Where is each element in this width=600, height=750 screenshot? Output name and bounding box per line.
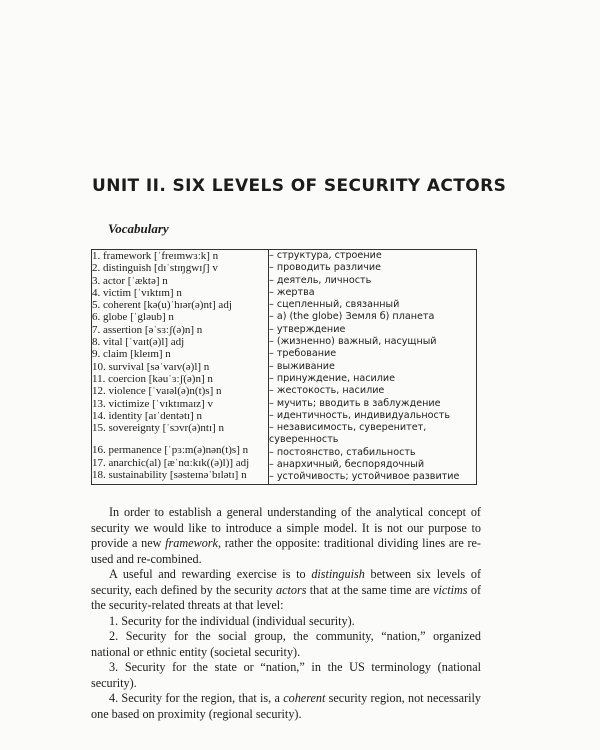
text-run: of the security-related threats at that level: [91,582,481,612]
text-run: security region, not necessarily one based on proximity (regional security). [91,691,481,721]
english-terms-column [92,250,269,485]
unit-title: UNIT II. SIX LEVELS OF SECURITY ACTORS [92,176,507,196]
vocab-term-emphasis: coherent [283,691,326,705]
vocab-term: 2. distinguish [dɪˈstɪŋgwɪʃ] v [92,262,218,275]
list-item-individual-security: 1. Security for the individual (individual security). [109,613,355,628]
vocab-term: 11. coercion [kəuˈɜːʃ(ə)n] n [92,372,213,385]
vocab-translation: – требование [269,348,337,360]
vocab-translation: – принуждение, насилие [269,372,396,384]
row-spacer [92,434,268,444]
vocab-term-emphasis: distinguish [311,567,365,581]
vocab-translation: – утверждение [269,323,346,335]
vocab-term: 5. coherent [kə(u)ˈhɪər(ə)nt] adj [92,299,232,312]
vocab-translation: – устойчивость; устойчивое развитие [269,471,460,483]
vocab-term: 4. victim [ˈvɪktɪm] n [92,286,182,299]
vocab-translation: – анархичный, беспорядочный [269,459,425,471]
vocab-term: 17. anarchic(al) [æˈnɑːkɪk((ə)l)] adj [92,456,250,469]
russian-translations-column [269,250,477,485]
vocabulary-table-row [92,250,477,485]
text-run: In order to establish a general understanding of the analytical concept of security we would like to introduce a simple model. It is not our purpose to provide a new [91,505,481,550]
vocab-term: 1. framework [ˈfreɪmwɜːk] n [92,250,219,262]
text-run: that at the same time are [306,582,434,597]
vocab-term-emphasis: actors [276,582,307,597]
vocab-term: 12. violence [ˈvaɪəl(ə)n(t)s] n [92,385,222,398]
vocab-translation: – постоянство, стабильность [269,446,416,458]
vocabulary-heading: Vocabulary [108,221,169,236]
vocab-term: 16. permanence [ˈpɜːm(ə)nən(t)s] n [92,444,249,457]
vocab-translation: – мучить; вводить в заблуждение [269,397,441,409]
vocab-translation: – (жизненно) важный, насущный [269,336,437,348]
text-run: between six levels of security, each defined by the security [91,567,481,597]
list-item-national-security: 3. Security for the state or “nation,” in the US terminology (national security). [91,660,481,690]
vocab-term: 18. sustainability [səsteɪnəˈbɪlətɪ] n [92,469,247,482]
paragraph-levels [91,567,481,614]
vocab-translation: – жестокость, насилие [269,385,385,397]
list-item-regional-security [91,691,481,722]
vocab-term: 14. identity [aɪˈdentətɪ] n [92,409,202,422]
vocab-translation: – структура, строение [269,250,382,261]
vocab-translation: – независимость, суверенитет, суверенность [269,422,427,446]
vocab-term-emphasis: framework [165,536,218,550]
text-run: A useful and rewarding exercise is to [109,567,312,581]
vocab-term: 9. claim [kleɪm] n [92,348,171,361]
text-run: 4. Security for the region, that is, a [109,691,284,705]
vocab-translation: – идентичность, индивидуальность [269,409,451,421]
vocab-translation: – а) (the globe) Земля б) планета [269,311,435,323]
list-item-societal-security: 2. Security for the social group, the community, “nation,” organized national or ethnic entity (societal security). [91,629,481,659]
vocab-term: 7. assertion [əˈsɜːʃ(ə)n] n [92,323,203,336]
body-text [91,505,481,722]
vocab-translation: – выживание [269,360,335,372]
vocab-translation: – деятель, личность [269,274,372,286]
vocab-term: 13. victimize [ˈvɪktɪmaɪz] v [92,397,213,410]
vocabulary-table [91,249,477,485]
vocab-translation: – жертва [269,286,315,298]
vocab-term-emphasis: victims [433,582,468,597]
paragraph-intro [91,505,481,567]
text-run: , rather the opposite: traditional dividing lines are re-used and re-combined. [91,536,481,566]
vocab-term: 3. actor [ˈæktə] n [92,274,168,287]
vocab-translation: – проводить различие [269,262,382,274]
vocab-term: 10. survival [səˈvaɪv(ə)l] n [92,360,210,373]
vocab-term: 8. vital [ˈvaɪt(ə)l] adj [92,336,185,349]
vocab-term: 15. sovereignty [ˈsɔvr(ə)ntɪ] n [92,422,224,435]
vocab-term: 6. globe [ˈgləub] n [92,311,174,324]
vocab-translation: – сцепленный, связанный [269,299,400,311]
